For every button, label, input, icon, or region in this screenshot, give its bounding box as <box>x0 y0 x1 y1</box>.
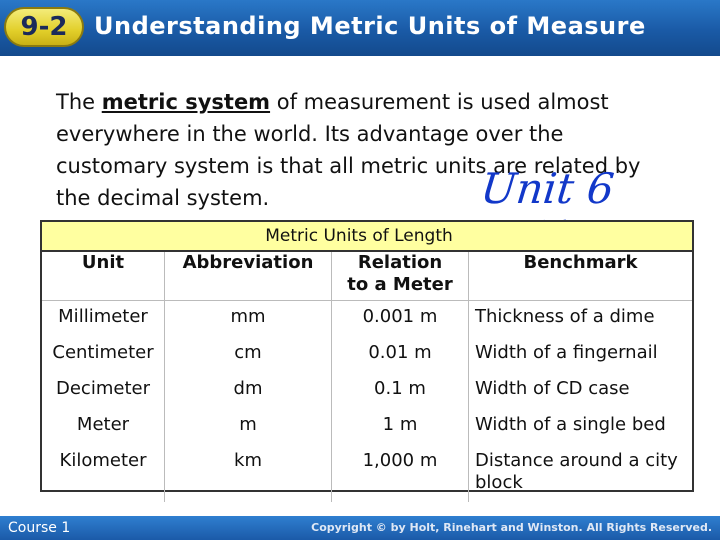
cell-abbreviation: m <box>165 409 332 445</box>
cell-unit: Decimeter <box>42 373 165 409</box>
cell-relation: 0.001 m <box>332 300 469 337</box>
header-relation <box>332 252 469 300</box>
cell-relation: 0.01 m <box>332 337 469 373</box>
header-unit: Unit <box>42 252 165 300</box>
table-caption-text: Metric Units of Length <box>265 226 453 246</box>
cell-abbreviation: mm <box>165 300 332 337</box>
cell-relation: 1,000 m <box>332 445 469 502</box>
header-relation-line2: to a Meter <box>347 274 453 295</box>
course-label: Course 1 <box>8 520 71 536</box>
handwritten-unit-label: Unit 6 <box>478 164 617 213</box>
header-abbreviation: Abbreviation <box>165 252 332 300</box>
table-row <box>42 409 692 445</box>
cell-unit: Kilometer <box>42 445 165 502</box>
table-row <box>42 373 692 409</box>
intro-text-before: The <box>56 90 102 114</box>
cell-unit: Millimeter <box>42 300 165 337</box>
cell-abbreviation: cm <box>165 337 332 373</box>
table-row <box>42 337 692 373</box>
cell-benchmark: Width of a single bed <box>475 413 666 435</box>
cell-benchmark: Width of a fingernail <box>475 341 658 363</box>
cell-unit: Meter <box>42 409 165 445</box>
metric-length-table <box>40 220 694 492</box>
cell-abbreviation: km <box>165 445 332 502</box>
cell-relation: 1 m <box>332 409 469 445</box>
cell-relation: 0.1 m <box>332 373 469 409</box>
table-header-row <box>42 252 692 300</box>
title-bar <box>0 0 720 56</box>
footer-bar <box>0 516 720 540</box>
lesson-number-badge: 9-2 <box>4 7 84 47</box>
table-caption <box>42 222 692 252</box>
copyright-notice: Copyright © by Holt, Rinehart and Winston. All Rights Reserved. <box>311 521 712 534</box>
table-row <box>42 300 692 337</box>
cell-abbreviation: dm <box>165 373 332 409</box>
metric-table-grid <box>42 252 692 502</box>
table-row <box>42 445 692 502</box>
header-benchmark: Benchmark <box>469 252 693 300</box>
cell-benchmark: Thickness of a dime <box>475 305 655 327</box>
key-term: metric system <box>101 90 271 114</box>
cell-benchmark: Distance around a city block <box>475 449 678 493</box>
header-relation-line1: Relation <box>357 252 443 273</box>
page-title: Understanding Metric Units of Measure <box>94 12 646 40</box>
intro-text-after: of measurement is used almost everywhere in the world. Its advantage over the customary system is that all metric units are related by the decimal system. <box>56 90 641 210</box>
cell-unit: Centimeter <box>42 337 165 373</box>
cell-benchmark: Width of CD case <box>475 377 630 399</box>
